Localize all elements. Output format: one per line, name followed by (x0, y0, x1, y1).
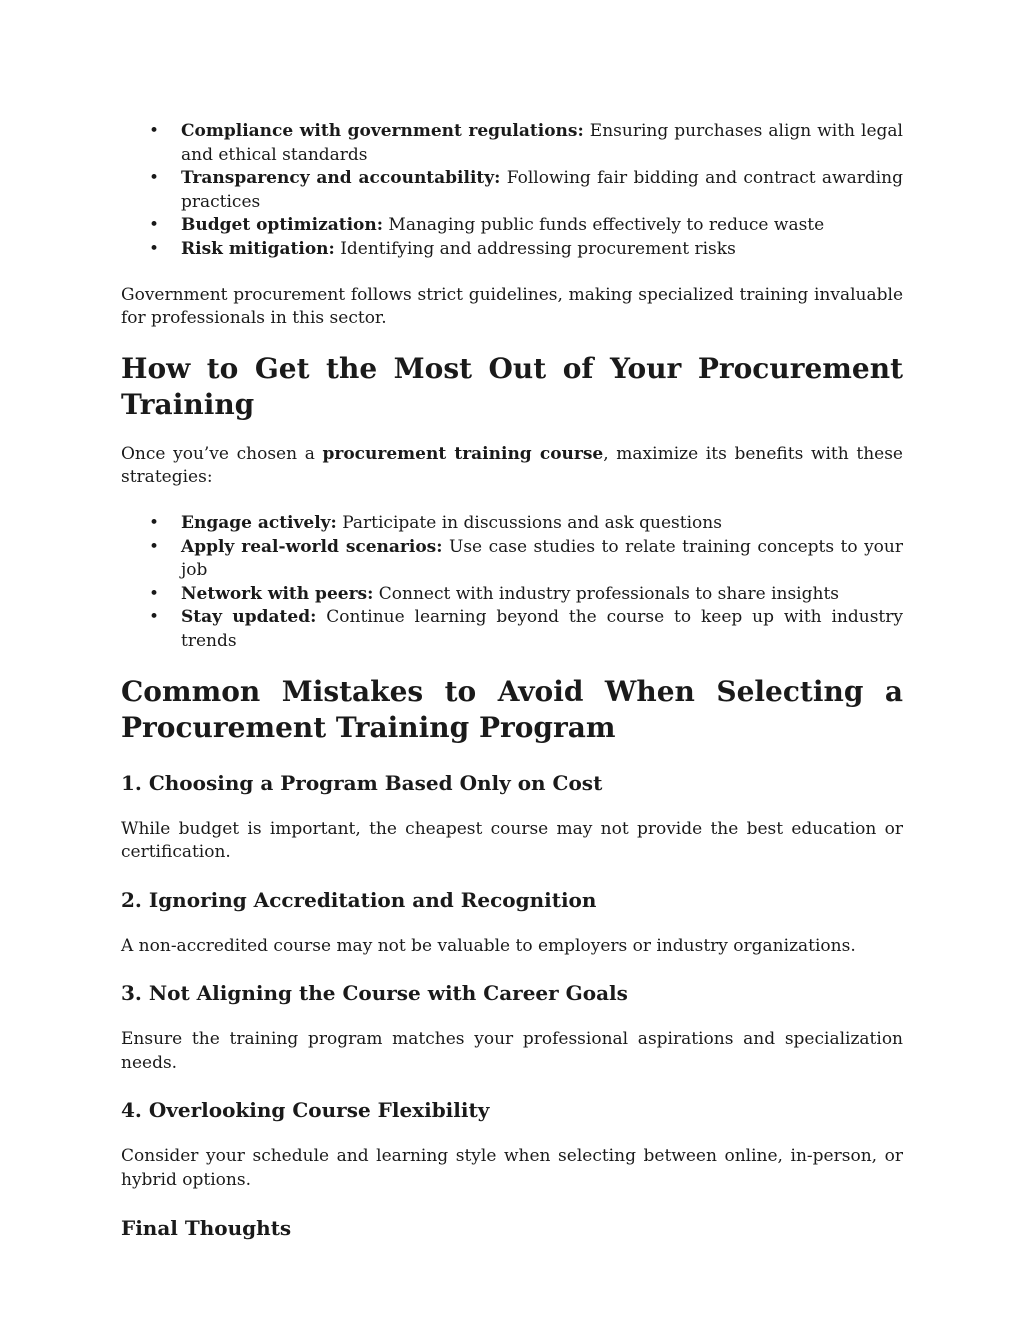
regulations-list (121, 120, 903, 262)
list-item (121, 606, 903, 653)
list-item-text: Identifying and addressing procurement risks (334, 238, 736, 259)
list-item-text: Continue learning beyond the course to keep up with industry trends (181, 607, 903, 651)
list-item-text: Connect with industry professionals to share insights (373, 583, 839, 604)
mistake-heading-1: 1. Choosing a Program Based Only on Cost (121, 770, 603, 795)
list-item-bold: Budget optimization: (181, 215, 384, 236)
list-item (121, 512, 903, 536)
government-paragraph: Government procurement follows strict guidelines, making specialized training invaluable for professionals in this sector. (121, 284, 903, 329)
list-item-bold: Engage actively: (181, 512, 337, 533)
list-item-bold: Transparency and accountability: (181, 168, 501, 189)
document-page (121, 120, 903, 1241)
list-item (121, 583, 903, 607)
list-item (121, 238, 903, 262)
mistake-text-1: While budget is important, the cheapest course may not provide the best education or certification. (121, 818, 903, 863)
mistake-text-2: A non-accredited course may not be valuable to employers or industry organizations. (121, 935, 856, 956)
intro-text: Once you’ve chosen a (121, 443, 323, 464)
strategies-list (121, 512, 903, 654)
mistake-text-4: Consider your schedule and learning style when selecting between online, in-person, or hybrid options. (121, 1146, 903, 1191)
list-item-bold: Network with peers: (181, 583, 374, 604)
mistake-heading-3: 3. Not Aligning the Course with Career Goals (121, 981, 628, 1006)
list-item (121, 120, 903, 167)
section-heading-training: How to Get the Most Out of Your Procurement Training (121, 351, 903, 421)
list-item (121, 536, 903, 583)
intro-bold-text: procurement training course (322, 443, 604, 464)
mistake-heading-2: 2. Ignoring Accreditation and Recognition (121, 887, 597, 912)
list-item (121, 167, 903, 214)
list-item-bold: Risk mitigation: (181, 238, 335, 259)
list-item-text: Use case studies to relate training concepts to your job (181, 536, 903, 581)
list-item (121, 214, 903, 238)
section-heading-mistakes: Common Mistakes to Avoid When Selecting a Procurement Training Program (121, 674, 903, 744)
mistake-text-3: Ensure the training program matches your professional aspirations and specialization needs. (121, 1029, 903, 1073)
list-item-text: Ensuring purchases align with legal and ethical standards (181, 121, 903, 165)
intro-text-end: , maximize its benefits with these strategies: (121, 443, 903, 488)
list-item-text: Managing public funds effectively to reduce waste (383, 215, 825, 236)
mistake-heading-4: 4. Overlooking Course Flexibility (121, 1098, 490, 1123)
strategies-intro-paragraph (121, 443, 903, 490)
list-item-bold: Apply real-world scenarios: (181, 536, 443, 557)
list-item-text: Participate in discussions and ask questions (336, 512, 722, 533)
final-thoughts-heading: Final Thoughts (121, 1215, 292, 1240)
list-item-bold: Stay updated: (181, 607, 317, 628)
list-item-text: Following fair bidding and contract awarding practices (181, 168, 903, 212)
list-item-bold: Compliance with government regulations: (181, 121, 584, 141)
